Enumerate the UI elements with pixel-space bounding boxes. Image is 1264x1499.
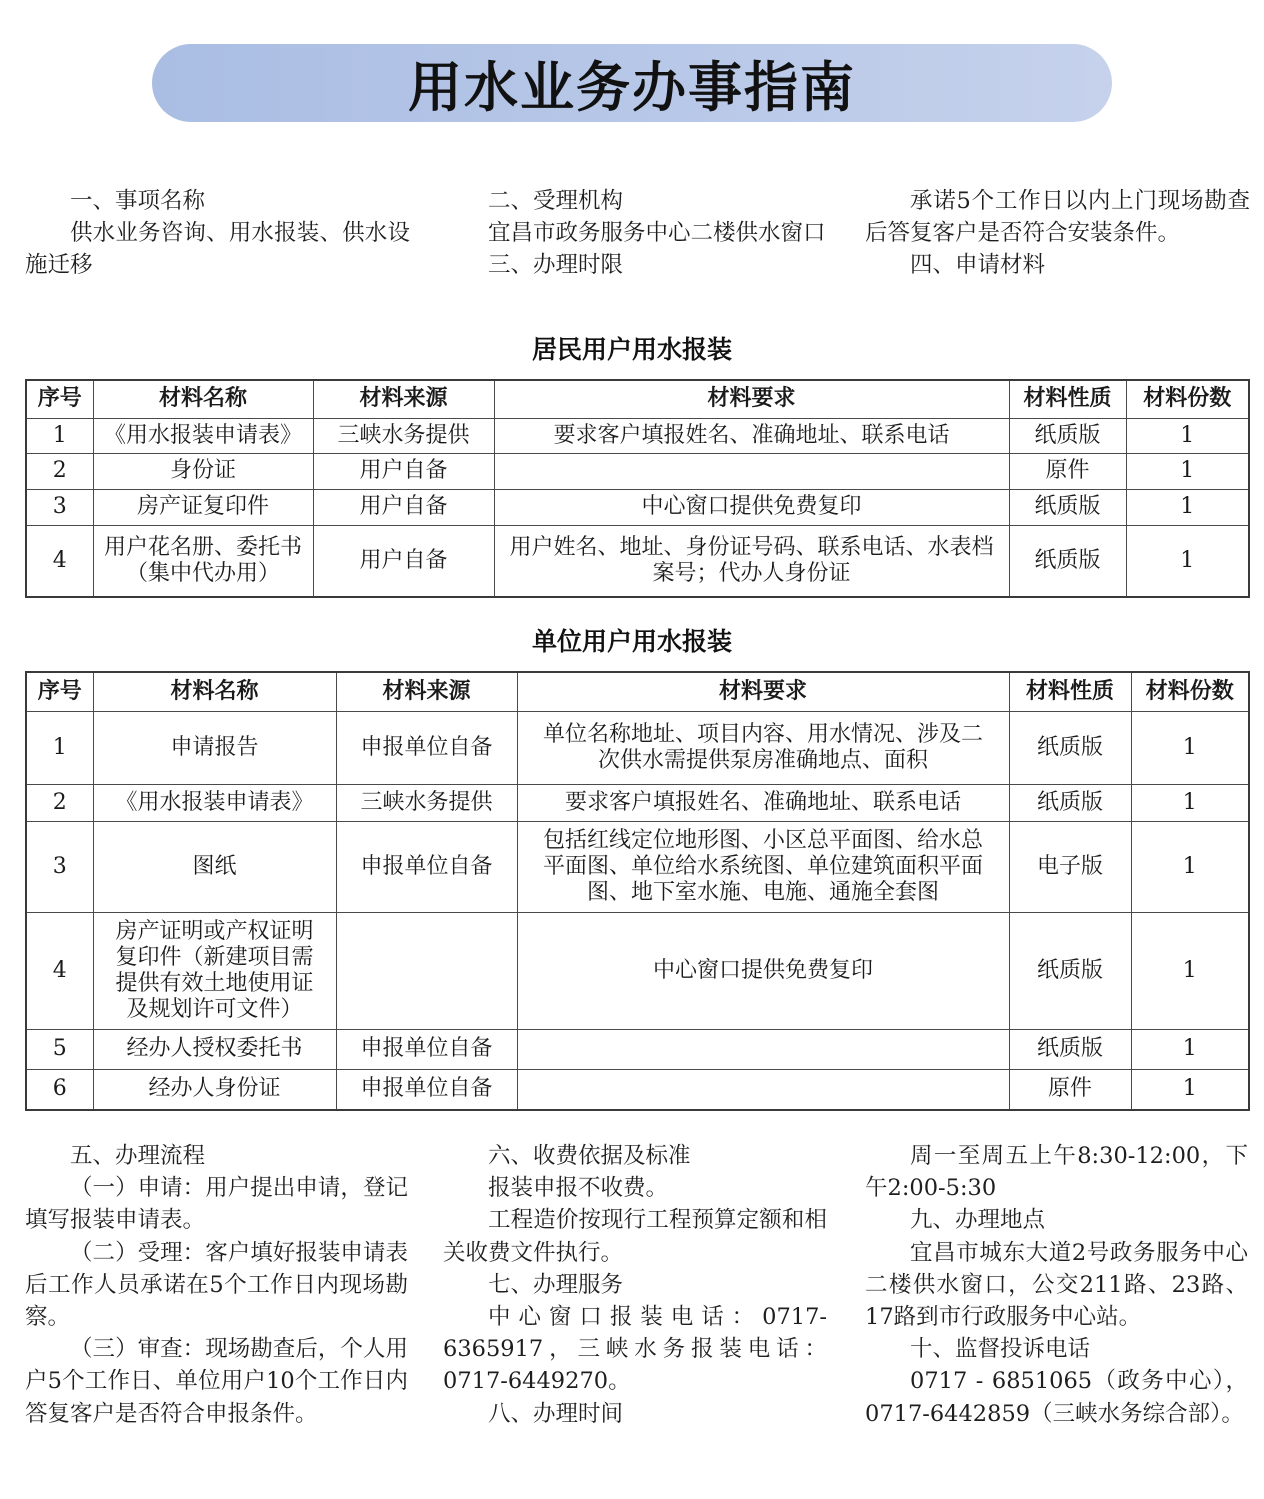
cell-source: 申报单位自备 — [336, 1069, 517, 1110]
cell-requirement: 中心窗口提供免费复印 — [494, 489, 1009, 525]
intro-column-2 — [443, 185, 830, 282]
header-no: 序号 — [26, 380, 93, 418]
section-heading: 六、收费依据及标准 — [488, 1143, 691, 1169]
cell-name: 房产证复印件 — [93, 489, 313, 525]
cell-source: 三峡水务提供 — [336, 784, 517, 821]
cell-copies: 1 — [1131, 821, 1249, 912]
section-heading: 四、申请材料 — [910, 252, 1046, 279]
cell-type: 纸质版 — [1009, 1029, 1131, 1069]
cell-type: 纸质版 — [1009, 784, 1131, 821]
cell-source: 申报单位自备 — [336, 711, 517, 784]
cell-name: 经办人授权委托书 — [93, 1029, 336, 1069]
cell-name: 《用水报装申请表》 — [93, 418, 313, 453]
cell-copies: 1 — [1126, 453, 1249, 489]
cell-source: 三峡水务提供 — [313, 418, 494, 453]
cell-source: 申报单位自备 — [336, 821, 517, 912]
cell-copies: 1 — [1126, 418, 1249, 453]
cell-type: 纸质版 — [1009, 489, 1126, 525]
intro-column-3 — [865, 185, 1250, 282]
header-no: 序号 — [26, 672, 93, 711]
cell-requirement — [517, 1069, 1009, 1110]
section-text: 承诺5个工作日以内上门现场勘查后答复客户是否符合安装条件。 — [865, 188, 1250, 247]
process-step: （三）审查：现场勘查后，个人用户5个工作日、单位用户10个工作日内答复客户是否符合申报条件。 — [25, 1336, 408, 1427]
title-banner — [152, 44, 1112, 122]
cell-requirement: 中心窗口提供免费复印 — [517, 912, 1009, 1029]
section-heading: 二、受理机构 — [488, 188, 624, 214]
cell-requirement: 要求客户填报姓名、准确地址、联系电话 — [517, 784, 1009, 821]
cell-name: 《用水报装申请表》 — [93, 784, 336, 821]
service-phones: 中心窗口报装电话：0717-6365917，三峡水务报装电话：0717-6449270。 — [443, 1304, 827, 1395]
table-row — [26, 1029, 1249, 1069]
cell-type: 电子版 — [1009, 821, 1131, 912]
office-hours: 周一至周五上午8:30-12:00，下午2:00-5:30 — [865, 1143, 1248, 1202]
cell-requirement: 用户姓名、地址、身份证号码、联系电话、水表档案号；代办人身份证 — [494, 525, 1009, 597]
cell-copies: 1 — [1131, 1069, 1249, 1110]
cell-source — [336, 912, 517, 1029]
residential-table — [25, 379, 1250, 598]
cell-type: 纸质版 — [1009, 912, 1131, 1029]
cell-source: 用户自备 — [313, 453, 494, 489]
section-text: 宜昌市政务服务中心二楼供水窗口 — [488, 220, 826, 247]
header-type: 材料性质 — [1009, 672, 1131, 711]
section-heading: 三、办理时限 — [488, 252, 624, 279]
header-name: 材料名称 — [93, 380, 313, 418]
cell-copies: 1 — [1131, 784, 1249, 821]
cell-requirement: 要求客户填报姓名、准确地址、联系电话 — [494, 418, 1009, 453]
cell-copies: 1 — [1131, 711, 1249, 784]
cell-name: 经办人身份证 — [93, 1069, 336, 1110]
cell-requirement: 单位名称地址、项目内容、用水情况、涉及二次供水需提供泵房准确地点、面积 — [517, 711, 1009, 784]
residential-table-title: 居民用户用水报装 — [531, 335, 732, 364]
cell-name: 申请报告 — [93, 711, 336, 784]
cell-type: 纸质版 — [1009, 525, 1126, 597]
cell-requirement — [517, 1029, 1009, 1069]
header-copies: 材料份数 — [1131, 672, 1249, 711]
table-row — [26, 821, 1249, 912]
table-row — [26, 1069, 1249, 1110]
header-source: 材料来源 — [336, 672, 517, 711]
location-text: 宜昌市城东大道2号政务服务中心二楼供水窗口，公交211路、23路、17路到市行政服务中心站。 — [865, 1239, 1248, 1331]
cell-copies: 1 — [1131, 1029, 1249, 1069]
section-heading: 七、办理服务 — [488, 1271, 624, 1298]
cell-no: 6 — [26, 1069, 93, 1110]
cell-name: 用户花名册、委托书（集中代办用） — [93, 525, 313, 597]
cell-source: 用户自备 — [313, 489, 494, 525]
header-name: 材料名称 — [93, 672, 336, 711]
section-heading: 一、事项名称 — [70, 188, 206, 214]
cell-type: 原件 — [1009, 453, 1126, 489]
cell-requirement: 包括红线定位地形图、小区总平面图、给水总平面图、单位给水系统图、单位建筑面积平面图、地下室水施、电施、通施全套图 — [517, 821, 1009, 912]
process-step: （一）申请：用户提出申请，登记填写报装申请表。 — [25, 1175, 408, 1234]
table-header-row — [26, 380, 1249, 418]
section-heading: 十、监督投诉电话 — [910, 1336, 1091, 1363]
table-row — [26, 784, 1249, 821]
header-requirement: 材料要求 — [517, 672, 1009, 711]
bottom-column-2 — [443, 1140, 827, 1430]
section-text: 供水业务咨询、用水报装、供水设施迁移 — [25, 220, 410, 279]
table-row — [26, 418, 1249, 453]
cell-no: 5 — [26, 1029, 93, 1069]
table-row — [26, 912, 1249, 1029]
cell-type: 原件 — [1009, 1069, 1131, 1110]
fee-item: 工程造价按现行工程预算定额和相关收费文件执行。 — [443, 1207, 827, 1266]
table-row — [26, 711, 1249, 784]
table-header-row — [26, 672, 1249, 711]
cell-no: 3 — [26, 821, 93, 912]
cell-copies: 1 — [1131, 912, 1249, 1029]
cell-no: 2 — [26, 453, 93, 489]
cell-name: 房产证明或产权证明复印件（新建项目需提供有效土地使用证及规划许可文件） — [93, 912, 336, 1029]
business-table — [25, 671, 1250, 1111]
cell-source: 用户自备 — [313, 525, 494, 597]
intro-column-1 — [25, 185, 410, 282]
cell-copies: 1 — [1126, 525, 1249, 597]
cell-copies: 1 — [1126, 489, 1249, 525]
cell-source: 申报单位自备 — [336, 1029, 517, 1069]
cell-type: 纸质版 — [1009, 418, 1126, 453]
header-copies: 材料份数 — [1126, 380, 1249, 418]
header-type: 材料性质 — [1009, 380, 1126, 418]
cell-name: 身份证 — [93, 453, 313, 489]
bottom-column-1 — [25, 1140, 408, 1430]
page-title: 用水业务办事指南 — [408, 55, 856, 119]
complaint-phones: 0717 - 6851065（政务中心），0717-6442859（三峡水务综合部）。 — [865, 1368, 1248, 1427]
header-requirement: 材料要求 — [494, 380, 1009, 418]
cell-name: 图纸 — [93, 821, 336, 912]
section-heading: 九、办理地点 — [910, 1207, 1046, 1234]
cell-no: 4 — [26, 912, 93, 1029]
table-row — [26, 453, 1249, 489]
section-heading: 八、办理时间 — [488, 1400, 624, 1427]
cell-no: 1 — [26, 711, 93, 784]
cell-no: 1 — [26, 418, 93, 453]
table-row — [26, 489, 1249, 525]
cell-no: 3 — [26, 489, 93, 525]
cell-requirement — [494, 453, 1009, 489]
table-row — [26, 525, 1249, 597]
cell-no: 4 — [26, 525, 93, 597]
section-heading: 五、办理流程 — [70, 1143, 206, 1169]
business-table-title: 单位用户用水报装 — [531, 627, 732, 656]
header-source: 材料来源 — [313, 380, 494, 418]
fee-item: 报装申报不收费。 — [488, 1175, 669, 1202]
bottom-column-3 — [865, 1140, 1248, 1430]
cell-no: 2 — [26, 784, 93, 821]
cell-type: 纸质版 — [1009, 711, 1131, 784]
process-step: （二）受理：客户填好报装申请表后工作人员承诺在5个工作日内现场勘察。 — [25, 1239, 408, 1331]
